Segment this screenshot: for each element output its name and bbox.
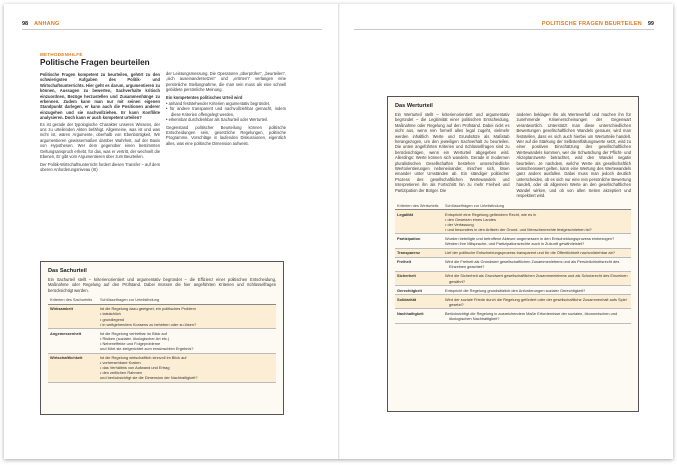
werturteil-text-columns	[395, 112, 631, 199]
question-line: • Risiken (sozialer, ökologischer Art etc.)	[100, 335, 170, 341]
question-cell	[443, 309, 631, 323]
question-line: Wird die Sicherheit als Grundwert gesellschaftlichen Zusammenlebens und als Schutzrecht des Einzelnen gewährt?	[445, 273, 628, 284]
question-line: • der Verfassung	[445, 221, 474, 227]
table-row	[395, 286, 631, 295]
question-line: • den Gesetzen eines Landes	[445, 216, 496, 222]
werturteil-box	[387, 96, 639, 412]
table-header-criteria: Kriterien des Werturteils	[395, 203, 443, 210]
table-row	[395, 271, 631, 285]
question-cell	[443, 271, 631, 285]
question-line: Entspricht die Regelung grundsätzlich den Anforderungen sozialer Gerechtigkeit?	[445, 287, 586, 293]
question-line: Lief der politische Entscheidungsprozess transparent und für die Öffentlichkeit nachvollziehbar ab?	[445, 250, 615, 256]
criterion-cell: Solidarität	[395, 295, 443, 309]
table-row	[395, 309, 631, 323]
list-item: • für andere transparent und nachvollziehbar gemacht, indem diese Kriterien offengelegt werden,	[166, 106, 286, 117]
question-line: • grundlegend	[100, 316, 125, 322]
question-cell	[443, 234, 631, 248]
criterion-cell: Angemessenheit	[48, 329, 98, 353]
question-line: Ist die Regelung dazu geeignet, ein politisches Problem	[100, 306, 196, 312]
criteria-intro: Ein kompetentes politisches Urteil wird	[166, 94, 243, 100]
table-row	[395, 210, 631, 234]
criterion-cell: Legalität	[395, 210, 443, 234]
question-cell	[443, 248, 631, 257]
question-cell	[443, 257, 631, 271]
question-line: • Nebeneffekte und Folgeprobleme	[100, 340, 161, 346]
question-cell	[98, 304, 276, 328]
criterion-cell: Nachhaltigkeit	[395, 309, 443, 323]
right-running-header	[354, 18, 654, 30]
table-row	[48, 304, 276, 328]
table-row	[395, 234, 631, 248]
sachurteil-box	[40, 261, 284, 415]
paragraph: Der Politik-Wirtschaftsunterricht fordert diesen Transfer – auf dem oberen Anforderungsniveau (III)	[40, 161, 160, 172]
criterion-cell: Freiheit	[395, 257, 443, 271]
question-line: • tatsächlich	[100, 311, 121, 317]
table-header-questions: Schlüsselfragen zur Urteilsfindung	[443, 203, 631, 210]
criteria-list	[166, 101, 286, 123]
criterion-cell: Sicherheit	[395, 271, 443, 285]
table-row	[395, 248, 631, 257]
criterion-cell: Gerechtigkeit	[395, 286, 443, 295]
question-line: • das Verhältnis von Aufwand und Ertrag	[100, 365, 170, 371]
question-line: und berücksichtigt sie die Dimension der Nachhaltigkeit?	[100, 375, 198, 381]
book-spread	[4, 4, 673, 459]
left-page-number: 98	[22, 20, 29, 27]
paragraph: Es ist gerade der typologische Charakter unseres Wissens, der uns zu urteilenden Akten befähigt. Allgemeine, was ist und was nicht ist, wären Argumente, oberhalb von Ebenbürtigkeit, Wir argumentieren gewissermaßen darüber Wahrheit, auf der Basis von Hypothesen. Wer dem gegenüber einen bestimmten Geltungsanspruch erhebt, für das, was er vertritt, der wechselt die Ebenen, Er gibt vom Argumentieren über zum Beurteilen.	[40, 121, 160, 160]
question-line: • in weitgehendem Konsens zu beheben oder zu lösen?	[100, 321, 197, 327]
criterion-cell: Transparenz	[395, 248, 443, 257]
table-header-criteria: Kriterien des Sachurteils	[48, 297, 98, 304]
question-line: Wurden beteiligte und betroffene Akteure angemessen in den Entscheidungsprozess einbezogen?	[445, 235, 615, 241]
paragraph: Gegenstand politischer Beurteilung können politische Entscheidungen sein, gesetzliche Regelungen, politische Programme, Vorschläge in laufenden Diskussionen, eigentlich alles, was eine politische Dimension aufweist.	[166, 124, 286, 146]
werturteil-text-left: Ein Werturteil stellt – kriterienorientiert und argumentativ begründet – die Legitimität einer politischen Entscheidung, Maßnahme oder Regelung auf den Prüfstand. Dabei nickt es nicht aus, wenn rein formell alles legal zugeht, vielmehr werden inhaltlich Werte und Grundsätze als Maßstab herangezogen, um den jeweiligen Sachverhalt zu beurteilen. Die unten angeführten Kriterien und Schlüsselfragen sind zu berücksichtigen, wenn ein Werturteil abgegeben wird. Allerdings: Werte können sich wandeln. Gerade in modernen pluralistischen Gesellschaften bestehen unterschiedliche Wertorientierungen nebeneinander, mischen sich, lösen einander unter Umständen ab. Ein ständiger politischer Prozess des gesellschaftlichen Wertewandels und Interpretieren ihn als Fortschritt hin zu mehr Freiheit und Partizipation der Bürger. Die	[395, 112, 510, 193]
werturteil-heading: Das Werturteil	[395, 103, 433, 109]
question-line: Entspricht eine Regelung geltendem Recht, wie es in	[445, 211, 537, 217]
question-line: Ist die Regelung vertretbar im Blick auf	[100, 330, 167, 336]
question-line: und führt sie zielgerichtet zum erwünschten Ergebnis?	[100, 345, 194, 351]
question-line: Werden ihre Mitsprache- und Partizipationsrechte auch in Zukunft gewährleistet?	[445, 241, 585, 247]
question-line: Wird die Freiheit als Grundwert gesellschaftlichen Zusammenlebens und als Persönlichkeitsrecht des Einzelnen geachtet?	[445, 259, 620, 270]
question-line: Berücksichtigt die Regelung in ausreichendem Maße Erfordernisse der sozialen, ökonomischen und ökologischen Nachhaltigkeit?	[445, 310, 618, 321]
sachurteil-heading: Das Sachurteil	[48, 268, 87, 274]
page-title: Politische Fragen beurteilen	[40, 58, 150, 67]
question-line: Ist die Regelung wirtschaftlich sinnvoll im Blick auf	[100, 355, 187, 361]
right-page-number: 99	[647, 20, 654, 27]
question-line: Wird der soziale Friede durch die Regelung gefördert oder der gesellschaftliche Zusammenhalt aufs Spiel gesetzt?	[445, 296, 627, 307]
criterion-cell: Partizipation	[395, 234, 443, 248]
question-line: • und besonders in den Artikeln der Grund- und Menschenrechte festgeschrieben ist?	[445, 226, 592, 232]
question-cell	[98, 329, 276, 353]
list-item: • erkennbar durchdenkbar als Sachurteil oder Werturteil.	[166, 117, 268, 123]
question-cell	[443, 210, 631, 234]
sachurteil-table	[48, 297, 276, 383]
werturteil-table	[395, 203, 631, 324]
table-row	[395, 257, 631, 271]
left-section-label: ANHANG	[34, 20, 60, 27]
left-column-2	[166, 71, 286, 148]
list-item: • anhand feststehender Kriterien argumentativ begründet,	[166, 101, 271, 107]
question-cell	[98, 353, 276, 382]
criterion-cell: Wirtschaftlichkeit	[48, 353, 98, 382]
book-gutter	[338, 4, 340, 459]
right-section-label: POLITISCHE FRAGEN BEURTEILEN	[541, 20, 642, 27]
table-row	[48, 353, 276, 382]
table-header-questions: Schlüsselfragen zur Urteilsfindung	[98, 297, 276, 304]
question-line: • vorhersehbare Kosten	[100, 360, 141, 366]
intro-paragraph: Politische Fragen kompetent zu beurteilen, gehört zu den schwierigsten Aufgaben des Politik- und Wirtschaftsunterrichts. Hier geht es darum, argumentieren zu können, Aussagen zu bewerten, Sachverhalte kritisch einzuordnen, Bezüge herzustellen und Zusammenhänge zu erkennen. Zudem kann man nur mit seinen eigenen Standpunkt darlegen, er kann auch die Positionen anderer einzugehen und sie nachvollziehen. Er kann Konflikte analysieren. Doch kann er auch kompetent urteilen?	[40, 72, 160, 121]
werturteil-text-right: anderen beklagen ihn als Werteverfall und machen ihn für zunehmende Krisenerscheinungen der Gegenwart verantwortlich. Unterstützt man diese unterschiedlichen Bewertungen gesellschaftlichen Wandels genauer, wird man feststellen, dass es sich auch hierbei um Werturteile handelt. Wer auf die Stärkung der Selbstentfaltungswerte setzt, wird zu einer positiven Einschätzung des gesellschaftlichen Wertewandels kommen, wer die Schwächung der Pflicht- und Akzeptanzwerte betrachtet, wird den Wandel negativ beurteilen. Je nachdem, welche Werte als gesellschaftlich wünschenswert gelten, kann eine Wertung des Wertewandels ganz anders ausfallen. Dabei muss man jedoch deutlich unterscheiden, ob es sich nur eine rein persönliche Bewertung handelt, oder ob allgemein Werte an den gesellschaftlichen Wandel wirken, und ob von allen Seiten akzeptiert und respektiert wird.	[516, 112, 631, 199]
criterion-cell: Wirksamkeit	[48, 304, 98, 328]
section-kicker: METHODENHILFE	[40, 52, 83, 57]
left-running-header	[22, 18, 322, 30]
question-cell	[443, 295, 631, 309]
table-row	[48, 329, 276, 353]
paragraph: der Leistungsmessung. Die Operatoren „überprüfen“, „beurteilen“, „sich auseinandersetzen“ und „erörtern“ verlangen eine persönliche Stellungnahme, die man sein muss als eine schnell gebildete persönliche Meinung.	[166, 71, 286, 93]
sachurteil-text: Ein Sachurteil stellt – kriterienorientiert und argumentativ begründet – die Effizienz einer politischen Entscheidung, Maßnahme oder Regelung auf den Prüfstand. Dabei müssen die hier angeführten Kriterien und Schlüsselfragen berücksichtigt werden.	[48, 277, 276, 293]
table-row	[395, 295, 631, 309]
left-column-1	[40, 71, 160, 174]
question-line: • den zeitlichen Rahmen	[100, 370, 143, 376]
question-cell	[443, 286, 631, 295]
